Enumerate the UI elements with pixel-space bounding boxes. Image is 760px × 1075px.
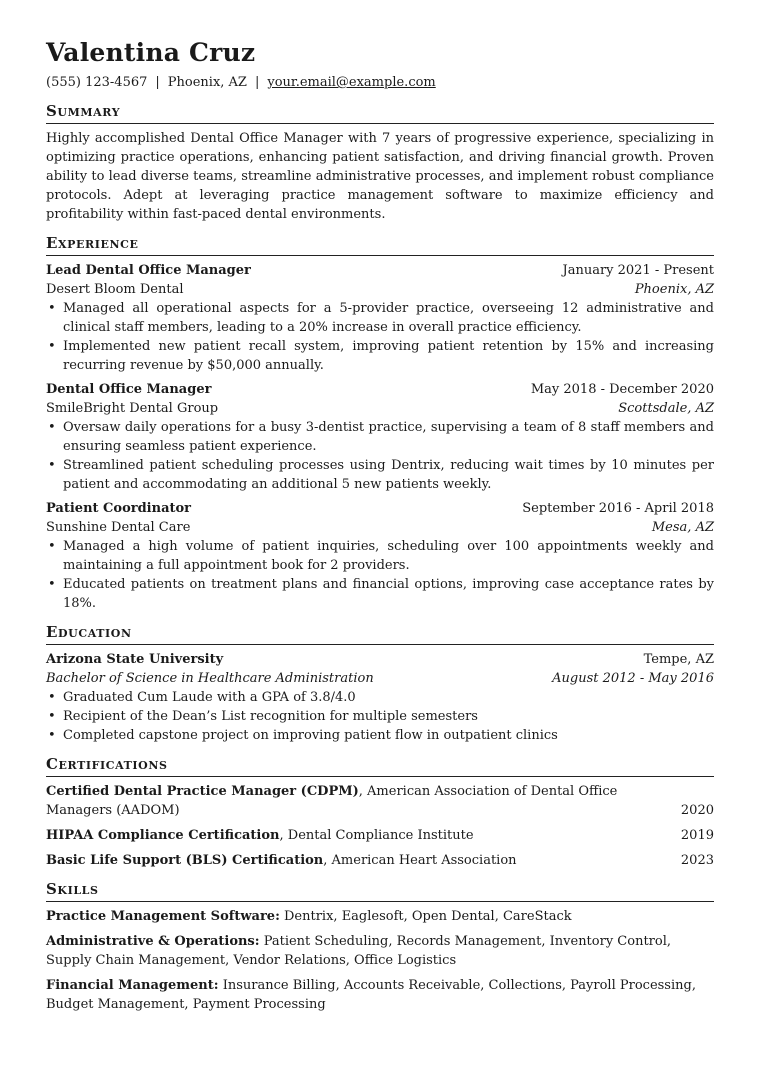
job-location: Phoenix, AZ <box>634 282 714 297</box>
section-title-summary: Summary <box>46 102 714 124</box>
certification-name: Certified Dental Practice Manager (CDPM) <box>46 784 359 799</box>
bullet-item: • Educated patients on treatment plans and financial options, improving case acceptance rates by 18%. <box>46 575 714 613</box>
company-name: Desert Bloom Dental <box>46 282 184 297</box>
skill-items: Patient Scheduling, Records Management, Inventory Control, Supply Chain Management, Vendor Relations, Office Logistics <box>46 934 672 968</box>
company-name: SmileBright Dental Group <box>46 401 219 416</box>
job-bullets <box>46 537 714 613</box>
skill-group <box>46 907 714 926</box>
summary-text: Highly accomplished Dental Office Manager with 7 years of progressive experience, specializing in optimizing practice operations, enhancing patient satisfaction, and driving financial growth. Proven ability to lead diverse teams, streamline administrative processes, and implement robust compliance protocols. Adept at leveraging practice management software to maximize efficiency and profitability within fast-paced dental environments. <box>46 131 714 222</box>
job-dates: May 2018 - December 2020 <box>530 382 714 397</box>
bullet-item: • Completed capstone project on improving patient flow in outpatient clinics <box>46 726 714 745</box>
job-title: Lead Dental Office Manager <box>46 263 251 278</box>
bullet-item: • Recipient of the Dean’s List recognition for multiple semesters <box>46 707 714 726</box>
bullet-item: • Streamlined patient scheduling processes using Dentrix, reducing wait times by 10 minutes per patient and accommodating an additional 5 new patients weekly. <box>46 456 714 494</box>
phone-number: (555) 123-4567 <box>46 75 148 90</box>
skill-items: Dentrix, Eaglesoft, Open Dental, CareStack <box>279 909 572 924</box>
skills-list <box>46 907 714 1014</box>
section-title-certifications: Certifications <box>46 755 714 777</box>
education-dates: August 2012 - May 2016 <box>552 671 714 686</box>
certification-year: 2020 <box>680 803 714 818</box>
experience-entry <box>46 261 714 375</box>
certification-year: 2023 <box>680 853 714 868</box>
contact-separator: | <box>254 75 260 90</box>
experience-list <box>46 261 714 613</box>
experience-entry <box>46 380 714 494</box>
company-name: Sunshine Dental Care <box>46 520 191 535</box>
skill-label: Financial Management: <box>46 978 219 993</box>
skill-group <box>46 932 714 970</box>
bullet-item: • Managed a high volume of patient inquiries, scheduling over 100 appointments weekly and maintaining a full appointment book for 2 providers. <box>46 537 714 575</box>
job-dates: January 2021 - Present <box>562 263 714 278</box>
certification-year: 2019 <box>680 828 714 843</box>
job-title: Dental Office Manager <box>46 382 212 397</box>
certifications-list <box>46 782 714 870</box>
job-location: Mesa, AZ <box>651 520 714 535</box>
school-name: Arizona State University <box>46 652 224 667</box>
experience-entry <box>46 499 714 613</box>
certification-item <box>46 826 714 845</box>
job-dates: September 2016 - April 2018 <box>522 501 714 516</box>
education-entry <box>46 650 714 745</box>
contact-separator: | <box>155 75 160 90</box>
skill-label: Administrative & Operations: <box>46 934 260 949</box>
skill-items: Insurance Billing, Accounts Receivable, Collections, Payroll Processing, Budget Management, Payment Processing <box>46 978 696 1012</box>
school-location: Tempe, AZ <box>643 652 714 667</box>
certification-issuer: , Dental Compliance Institute <box>279 828 474 843</box>
email-link[interactable]: your.email@example.com <box>267 75 436 90</box>
section-title-education: Education <box>46 623 714 645</box>
skill-group <box>46 976 714 1014</box>
certification-issuer: , American Heart Association <box>323 853 517 868</box>
job-title: Patient Coordinator <box>46 501 192 516</box>
certification-item <box>46 851 714 870</box>
bullet-item: • Oversaw daily operations for a busy 3-dentist practice, supervising a team of 8 staff members and ensuring seamless patient experience. <box>46 418 714 456</box>
bullet-item: • Implemented new patient recall system, improving patient retention by 15% and increasing recurring revenue by $50,000 annually. <box>46 337 714 375</box>
certification-item <box>46 782 714 820</box>
section-title-experience: Experience <box>46 234 714 256</box>
skill-label: Practice Management Software: <box>46 909 280 924</box>
certification-name: Basic Life Support (BLS) Certification <box>46 853 324 868</box>
bullet-item: • Graduated Cum Laude with a GPA of 3.8/4.0 <box>46 688 714 707</box>
resume-page <box>46 38 714 1014</box>
job-bullets <box>46 418 714 494</box>
education-bullets <box>46 688 714 745</box>
contact-line <box>46 74 714 92</box>
bullet-item: • Managed all operational aspects for a 5-provider practice, overseeing 12 administrative and clinical staff members, leading to a 20% increase in overall practice efficiency. <box>46 299 714 337</box>
job-bullets <box>46 299 714 375</box>
location: Phoenix, AZ <box>167 75 247 90</box>
section-title-skills: Skills <box>46 880 714 902</box>
certification-name: HIPAA Compliance Certification <box>46 828 280 843</box>
candidate-name: Valentina Cruz <box>46 38 256 67</box>
job-location: Scottsdale, AZ <box>618 401 714 416</box>
certification-issuer: , American Association of Dental Office Managers (AADOM) <box>46 784 618 818</box>
degree: Bachelor of Science in Healthcare Administration <box>46 671 374 686</box>
